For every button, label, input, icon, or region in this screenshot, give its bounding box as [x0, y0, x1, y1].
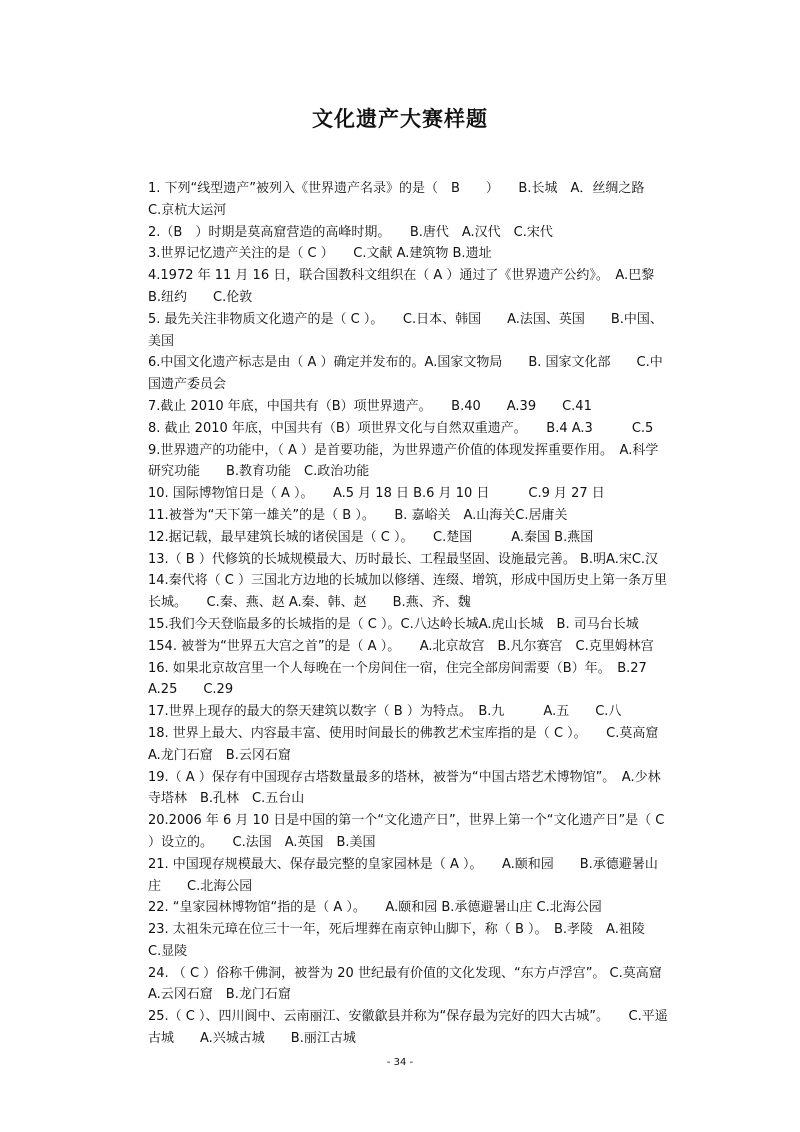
question-item: 7.截止 2010 年底，中国共有（B）项世界遗产。 B.40 A.39 C.41 — [148, 398, 592, 414]
question-item: 13.（ B ）代修筑的长城规模最大、历时最长、工程最坚固、设施最完善。 B.明A.宋C.汉 — [148, 551, 659, 567]
question-item: 16. 如果北京故宫里一个人每晚在一个房间住一宿，住完全部房间需要（B）年。 B.27 A.25 C.29 — [148, 660, 660, 698]
question-item: 20.2006 年 6 月 10 日是中国的第一个“文化遗产日”，世界上第一个“文化遗产日”是（ C ）设立的。 C.法国 A.英国 B.美国 — [148, 813, 665, 850]
question-item: 22. “皇家园林博物馆“指的是（ A ）。 A.颐和园 B.承德避暑山庄 C.北海公园 — [148, 900, 602, 916]
question-item: 15.我们今天登临最多的长城指的是（ C ）。C.八达岭长城A.虎山长城 B. 司马台长城 — [148, 616, 639, 632]
question-list — [148, 178, 675, 1050]
question-item: 24. （ C ）俗称千佛洞，被誉为 20 世纪最有价值的文化发现、“东方卢浮宫”。 C.莫高窟 A.云冈石窟 B.龙门石窟 — [148, 965, 675, 1003]
question-item: 2.（B ）时期是莫高窟营造的高峰时期。 B.唐代 A.汉代 C.宋代 — [148, 224, 553, 240]
page-number: - 34 - — [386, 1057, 414, 1068]
question-item: 8. 截止 2010 年底，中国共有（B）项世界文化与自然双重遗产。 B.4 A.3 C.5 — [148, 420, 654, 436]
question-item: 4.1972 年 11 月 16 日，联合国教科文组织在（ A ）通过了《世界遗产公约》。 A.巴黎 B.纽约 C.伦敦 — [148, 268, 668, 305]
question-item: 21. 中国现存规模最大、保存最完整的皇家园林是（ A ）。 A.颐和园 B.承德避暑山庄 C.北海公园 — [148, 856, 658, 894]
question-item: 25.（ C ）、四川阆中、云南丽江、安徽歙县并称为“保存最为完好的四大古城”。 C.平遥古城 A.兴城古城 B.丽江古城 — [148, 1009, 668, 1047]
question-item: 5. 最先关注非物质文化遗产的是（ C ）。 C.日本、韩国 A.法国、英国 B.中国、美国 — [148, 311, 663, 349]
page-title: 文化遗产大赛样题 — [312, 107, 488, 131]
question-item: 10. 国际博物馆日是（ A ）。 A.5 月 18 日 B.6 月 10 日 C.9 月 27 日 — [148, 486, 605, 502]
question-item: 9.世界遗产的功能中，（ A ）是首要功能，为世界遗产价值的体现发挥重要作用。 A.科学研究功能 B.教育功能 C.政治功能 — [148, 442, 659, 480]
question-item: 6.中国文化遗产标志是由（ A ）确定并发布的。A.国家文物局 B. 国家文化部 C.中国遗产委员会 — [148, 355, 663, 393]
question-item: 17.世界上现存的最大的祭天建筑以数字（ B ）为特点。 B.九 A.五 C.八 — [148, 704, 622, 720]
question-item: 1. 下列“线型遗产”被列入《世界遗产名录》的是（ B ） B.长城 A．丝绸之路 C.京杭大运河 — [148, 181, 671, 218]
question-item: 23. 太祖朱元璋在位三十一年，死后埋葬在南京钟山脚下，称（ B ）。 B.孝陵 A.祖陵 C.显陵 — [148, 922, 658, 959]
question-item: 14.秦代将（ C ）三国北方边地的长城加以修缮、连缀、增筑，形成中国历史上第一条万里长城。 C.秦、燕、赵 A.秦、韩、赵 B.燕、齐、魏 — [148, 573, 668, 611]
question-item: 18. 世界上最大、内容最丰富、使用时间最长的佛教艺术宝库指的是（ C ）。 C.莫高窟 A.龙门石窟 B.云冈石窟 — [148, 725, 672, 763]
question-item: 19.（ A ）保存有中国现存古塔数量最多的塔林，被誉为“中国古塔艺术博物馆”。 A.少林寺塔林 B.孔林 C.五台山 — [148, 769, 661, 807]
question-item: 11.被誉为“天下第一雄关”的是（ B ）。 B. 嘉峪关 A.山海关C.居庸关 — [148, 507, 568, 523]
question-item: 12.据记载，最早建筑长城的诸侯国是（ C ）。 C.楚国 A.秦国 B.燕国 — [148, 529, 594, 545]
question-item: 154. 被誉为“世界五大宫之首”的是（ A ）。 A.北京故宫 B.凡尔赛宫 C.克里姆林宫 — [148, 638, 654, 654]
question-item: 3.世界记忆遗产关注的是（ C ） C.文献 A.建筑物 B.遗址 — [148, 246, 492, 262]
